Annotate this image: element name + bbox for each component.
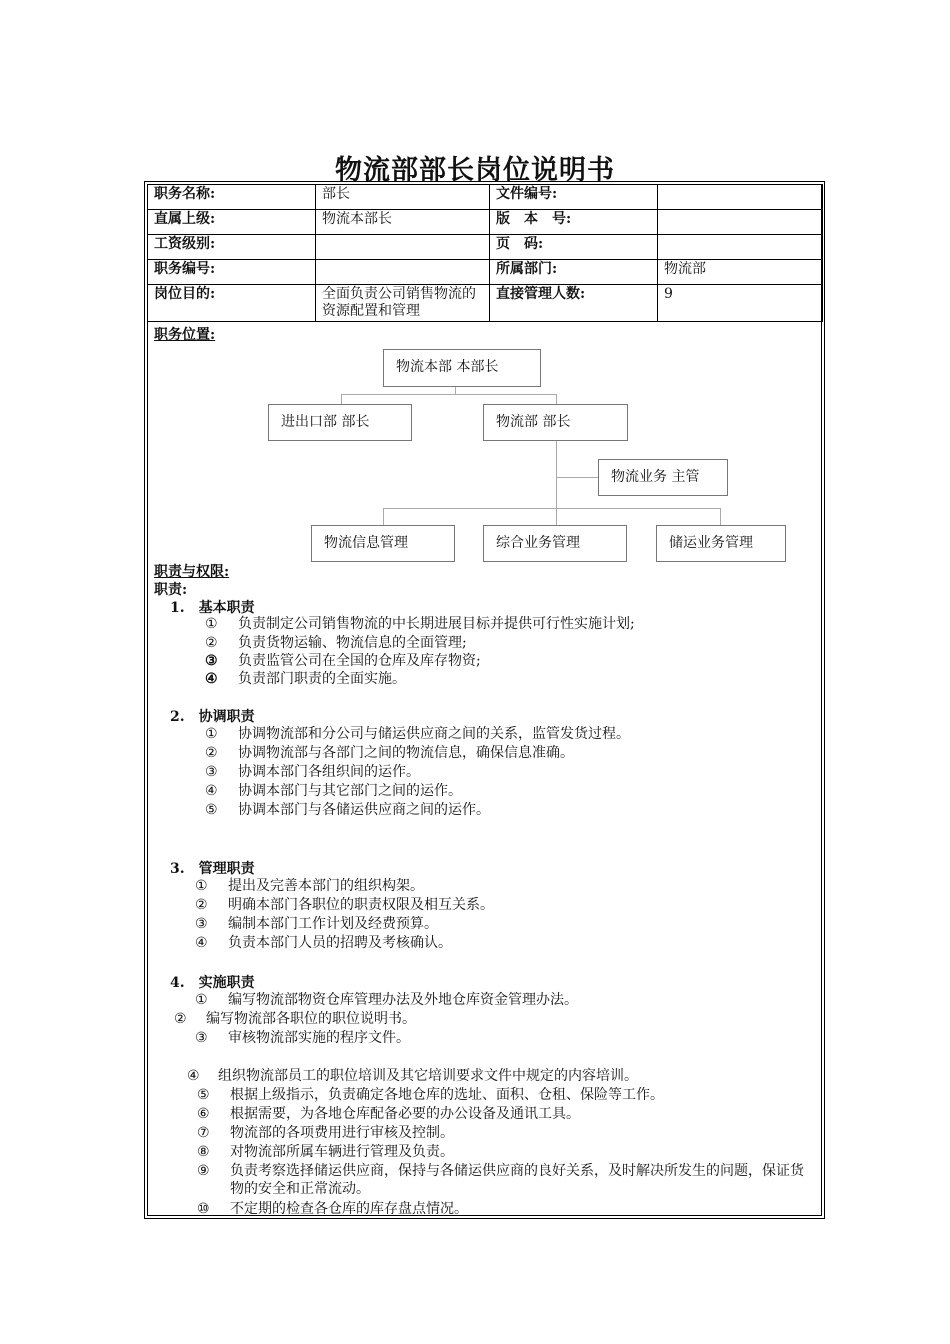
- value-cell: 全面负责公司销售物流的资源配置和管理: [316, 285, 490, 322]
- list-item: 明确本部门各职位的职责权限及相互关系。: [228, 897, 494, 913]
- value-cell: 物流部: [658, 260, 823, 285]
- list-item-number: ⑥: [197, 1106, 210, 1122]
- table-row: [148, 260, 823, 285]
- table-row: [148, 210, 823, 235]
- list-item: 负责制定公司销售物流的中长期进展目标并提供可行性实施计划;: [238, 616, 635, 632]
- list-item: 物流部的各项费用进行审核及控制。: [230, 1125, 454, 1141]
- value-cell: [658, 185, 823, 210]
- list-item: 不定期的检查各仓库的库存盘点情况。: [230, 1201, 468, 1217]
- org-connector: [341, 394, 557, 395]
- org-box-top: 物流本部 本部长: [383, 349, 541, 387]
- org-box-left: 进出口部 部长: [268, 404, 412, 441]
- list-item: 协调本部门各组织间的运作。: [238, 764, 420, 780]
- org-connector: [556, 440, 557, 508]
- list-item: 负责考察选择储运供应商，保持与各储运供应商的良好关系，及时解决所发生的问题，保证货物的安全和正常流动。: [230, 1163, 804, 1197]
- list-item: 负责本部门人员的招聘及考核确认。: [228, 935, 452, 951]
- list-item-number: ③: [205, 653, 218, 669]
- list-item: 编写物流部物资仓库管理办法及外地仓库资金管理办法。: [228, 992, 578, 1008]
- org-connector: [720, 508, 721, 526]
- list-item: 根据需要，为各地仓库配备必要的办公设备及通讯工具。: [230, 1106, 580, 1122]
- table-row: [148, 185, 823, 210]
- value-cell: 物流本部长: [316, 210, 490, 235]
- list-item-number: ④: [205, 671, 218, 687]
- section-heading: 3. 管理职责: [170, 861, 255, 877]
- info-table: [147, 184, 823, 322]
- list-item: 负责部门职责的全面实施。: [238, 671, 406, 687]
- list-item-number: ⑤: [197, 1087, 210, 1103]
- label-cell: 版 本 号:: [490, 210, 658, 235]
- value-cell: 部长: [316, 185, 490, 210]
- label-cell: 所属部门:: [490, 260, 658, 285]
- org-connector: [383, 508, 384, 526]
- list-item-number: ④: [205, 783, 218, 799]
- list-item-number: ③: [195, 1030, 208, 1046]
- list-item-number: ⑩: [197, 1201, 210, 1217]
- list-item: 对物流部所属车辆进行管理及负责。: [230, 1144, 454, 1160]
- section-heading: 2. 协调职责: [170, 709, 255, 725]
- section-heading: 1. 基本职责: [170, 600, 255, 616]
- table-row: [148, 235, 823, 260]
- position-label: 职务位置:: [154, 327, 216, 343]
- org-connector: [383, 508, 721, 509]
- value-cell: [658, 235, 823, 260]
- list-item-number: ②: [195, 897, 208, 913]
- list-item-number: ②: [205, 745, 218, 761]
- list-item-number: ⑨: [197, 1163, 210, 1179]
- list-item: 负责货物运输、物流信息的全面管理;: [238, 635, 467, 651]
- org-connector: [556, 477, 598, 478]
- list-item-number: ③: [205, 764, 218, 780]
- label-cell: 岗位目的:: [148, 285, 316, 322]
- list-item-number: ①: [205, 616, 218, 632]
- value-cell: [658, 210, 823, 235]
- list-item-number: ⑤: [205, 802, 218, 818]
- label-cell: 职务名称:: [148, 185, 316, 210]
- label-cell: 直属上级:: [148, 210, 316, 235]
- value-cell: 9: [658, 285, 823, 322]
- list-item: 协调本部门与各储运供应商之间的运作。: [238, 802, 490, 818]
- label-cell: 直接管理人数:: [490, 285, 658, 322]
- label-cell: 页 码:: [490, 235, 658, 260]
- list-item-number: ①: [195, 992, 208, 1008]
- list-item-number: ⑧: [197, 1144, 210, 1160]
- org-connector: [556, 508, 557, 526]
- duty-title: 职责与权限:: [154, 564, 230, 580]
- list-item: 编写物流部各职位的职位说明书。: [206, 1011, 416, 1027]
- page-title: 物流部部长岗位说明书: [335, 155, 615, 186]
- list-item-number: ⑦: [197, 1125, 210, 1141]
- list-item: 协调物流部和分公司与储运供应商之间的关系，监管发货过程。: [238, 726, 630, 742]
- list-item-number: ④: [187, 1068, 200, 1084]
- list-item: 根据上级指示，负责确定各地仓库的选址、面积、仓租、保险等工作。: [230, 1087, 664, 1103]
- value-cell: [316, 235, 490, 260]
- org-box-mid: 物流部 部长: [483, 404, 628, 441]
- label-cell: 工资级别:: [148, 235, 316, 260]
- org-connector: [455, 386, 456, 394]
- list-item-number: ④: [195, 935, 208, 951]
- label-cell: 职务编号:: [148, 260, 316, 285]
- list-item: 编制本部门工作计划及经费预算。: [228, 916, 438, 932]
- org-connector: [556, 394, 557, 404]
- list-item: 提出及完善本部门的组织构架。: [228, 878, 424, 894]
- org-box-b2: 综合业务管理: [483, 525, 627, 562]
- list-item: 组织物流部员工的职位培训及其它培训要求文件中规定的内容培训。: [218, 1068, 638, 1084]
- value-cell: [316, 260, 490, 285]
- list-item: 协调物流部与各部门之间的物流信息，确保信息准确。: [238, 745, 574, 761]
- section-heading: 4. 实施职责: [170, 975, 255, 991]
- label-cell: 文件编号:: [490, 185, 658, 210]
- list-item-number: ①: [205, 726, 218, 742]
- list-item-number: ③: [195, 916, 208, 932]
- duty-subtitle: 职责:: [154, 582, 188, 598]
- list-item: 协调本部门与其它部门之间的运作。: [238, 783, 462, 799]
- list-item: 审核物流部实施的程序文件。: [228, 1030, 410, 1046]
- table-row: [148, 285, 823, 322]
- org-connector: [341, 394, 342, 404]
- list-item-number: ②: [174, 1011, 187, 1027]
- list-item-number: ①: [195, 878, 208, 894]
- list-item-number: ②: [205, 635, 218, 651]
- org-box-sub: 物流业务 主管: [598, 459, 728, 496]
- inner-frame: [147, 184, 822, 1216]
- org-box-b1: 物流信息管理: [311, 525, 455, 562]
- org-box-b3: 储运业务管理: [656, 525, 786, 562]
- list-item: 负责监管公司在全国的仓库及库存物资;: [238, 653, 481, 669]
